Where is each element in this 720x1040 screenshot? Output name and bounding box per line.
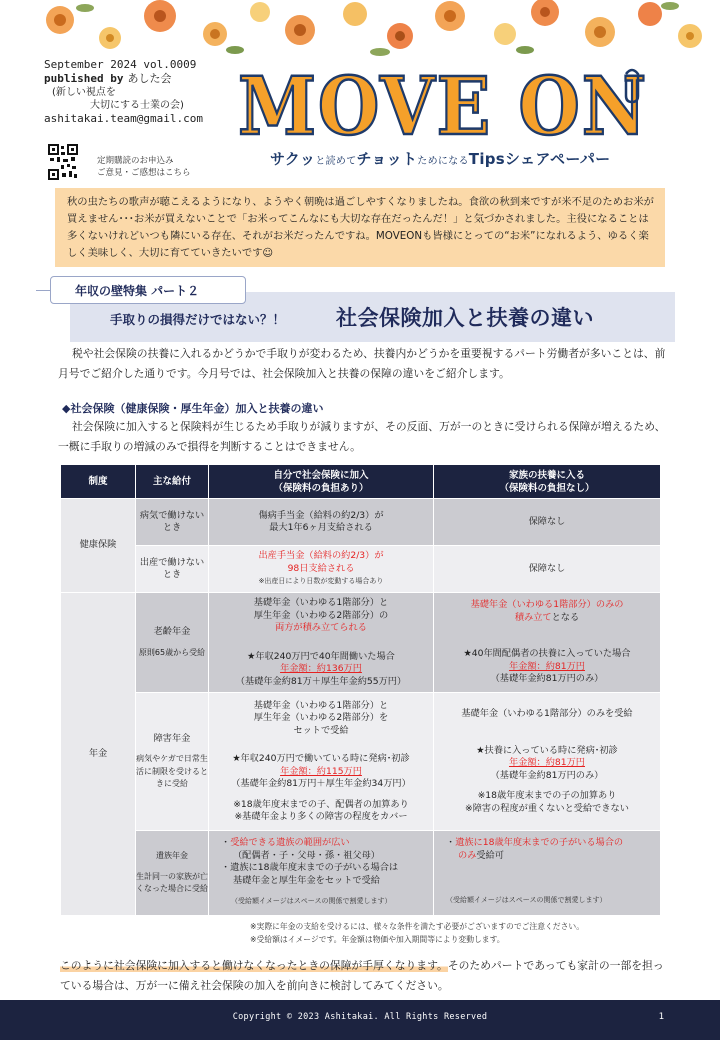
table-row [61,499,661,546]
note-1: ※実際に年金の支給を受けるには、様々な条件を満たす必要がございますのでご注意ください。 [250,922,584,931]
survivor-join-cell: ・受給できる遺族の範囲が広い （配偶者・子・父母・孫・祖父母） ・遺族に18歳年度末までの子がいる場合は 基礎年金と厚生年金をセットで受給 （受給額イメージはスペースの関係で割愛します） [209,831,434,916]
closing-rest: そのためパートであっても家計の一部を担っている場合は、万が一に備え社会保険の加入を前向きに検討してみてください。 [60,959,664,992]
header-benefit: 主な給付 [136,465,209,499]
publisher-name: あした会 [127,72,172,85]
table-row [61,546,661,593]
masthead-meta [44,58,244,126]
tagline-part-e: Tipsシェアペーパー [468,150,611,168]
tagline [270,148,610,169]
disability-dependent-cell: 基礎年金（いわゆる1階部分）のみを受給 ★扶養に入っている時に発病･初診 年金額：約81万円 （基礎年金約81万円のみ） ※18歳年度末までの子の加算あり ※障害の程度が重くないと受給できない [434,693,661,831]
section-paragraph: 社会保険に加入すると保険料が生じるため手取りが減りますが、その反面、万が一のときに受けられる保障が増えるため、一概に手取りの増減のみで損得を判断することはできません。 [58,420,666,453]
old-age-join-cell: 基礎年金（いわゆる1階部分）と 厚生年金（いわゆる2階部分）の 両方が積み立てられる ★年収240万円で40年間働いた場合 年金額：約136万円 （基礎年金約81万＋厚生年金約55万円） [209,593,434,693]
qr-caption [97,155,191,179]
benefit-sick: 病気で働けないとき [136,499,209,546]
tagline-part-a: サクッ [270,150,316,168]
issue-label: September 2024 vol.0009 [44,58,197,71]
tagline-part-d: ためになる [417,156,469,167]
birth-dependent-cell: 保障なし [434,546,661,593]
table-notes [250,920,584,946]
contact-email[interactable]: ashitakai.team@gmail.com [44,112,203,125]
sick-join-cell: 傷病手当金（給料の約2/3）が 最大1年6ヶ月支給される [209,499,434,546]
sick-dependent-cell: 保障なし [434,499,661,546]
birth-join-cell: 出産手当金（給料の約2/3）が 98日支給される ※出産日により日数が変動する場合あり [209,546,434,593]
closing-highlight: このように社会保険に加入すると働けなくなったときの保障が手厚くなります。 [60,959,448,972]
floral-header-decoration [0,0,720,58]
group-line-1: (新しい視点を [52,87,116,98]
comparison-table [60,464,661,916]
publisher-line [44,72,244,86]
intro-paragraph: 税や社会保険の扶養に入れるかどうかで手取りが変わるため、扶養内かどうかを重要視するパート労働者が多いことは、前月号でご紹介した通りです。今月号では、社会保険加入と扶養の保障の違いをご紹介します。 [58,347,666,380]
published-by-label: published by [44,72,124,85]
header-dependent: 家族の扶養に入る （保険料の負担なし） [434,465,661,499]
qr-caption-line-1: 定期購読のお申込み [97,156,174,166]
flower-icon [46,0,702,56]
tagline-part-b: と読めて [315,156,357,167]
intro-message: 秋の虫たちの歌声が聴こえるようになり、ようやく朝晩は過ごしやすくなりましたね。食欲の秋到来ですが米不足のためお米が買えません･･･お米が買えないことで「お米ってこんなにも大切な存在だったんだ！」と気づかされました。主役になることは多くないけれどいつも隣にいる存在、それがお米だったんですね。MOVEONも皆様にとっての“お米”になれるよう、ゆるく楽しく美味しく、大切に育てていきたいです☺ [55,188,665,267]
feature-subhead: 手取りの損得だけではない？！ [110,312,286,327]
note-2: ※受給額はイメージです。年金額は物価や加入期間等により変動します。 [250,935,505,944]
feature-title: 社会保険加入と扶養の違い [336,306,594,330]
closing-paragraph [60,956,670,996]
qr-code-icon[interactable] [48,144,78,180]
page-number: 1 [658,1012,664,1022]
category-health: 健康保険 [61,499,136,593]
copyright: Copyright © 2023 Ashitakai. All Rights Reserved [232,1012,488,1022]
disability-join-cell: 基礎年金（いわゆる1階部分）と 厚生年金（いわゆる2階部分）を セットで受給 ★年収240万円で働いている時に発病･初診 年金額：約115万円 （基礎年金約81万円＋厚生年金約34万円） ※18歳年度末までの子、配偶者の加算あり ※基礎年金より多くの障害の程度をカバー [209,693,434,831]
move-on-logo [230,62,670,148]
footer-bar [0,1000,720,1040]
table-row [61,693,661,831]
old-age-dependent-cell: 基礎年金（いわゆる1階部分）のみの 積み立てとなる ★40年間配偶者の扶養に入っていた場合 年金額：約81万円 （基礎年金約81万円のみ） [434,593,661,693]
tagline-part-c: チョット [356,150,418,168]
table-header-row [61,465,661,499]
feature-tab-label: 年収の壁特集 パート２ [50,276,246,304]
category-pension: 年金 [61,593,136,916]
publisher-description [52,86,244,112]
tab-connector-line [36,290,50,291]
survivor-dependent-cell: ・遺族に18歳年度末までの子がいる場合の のみ受給可 （受給額イメージはスペースの関係で割愛します） [434,831,661,916]
section-title: ◆社会保険（健康保険・厚生年金）加入と扶養の違い [62,402,324,415]
qr-caption-line-2: ご意見・ご感想はこちら [97,168,191,178]
group-line-2: 大切にする士業の会) [90,100,184,111]
benefit-survivor: 遺族年金 生計同一の家族が亡くなった場合に受給 [136,831,209,916]
logo-text: MOVE ON [238,62,648,148]
header-join-insurance: 自分で社会保険に加入 （保険料の負担あり） [209,465,434,499]
table-row [61,831,661,916]
header-system: 制度 [61,465,136,499]
benefit-old-age: 老齢年金 原則65歳から受給 [136,593,209,693]
benefit-disability: 障害年金 病気やケガで日常生活に制限を受けるときに受給 [136,693,209,831]
table-row [61,593,661,693]
benefit-birth: 出産で働けないとき [136,546,209,593]
